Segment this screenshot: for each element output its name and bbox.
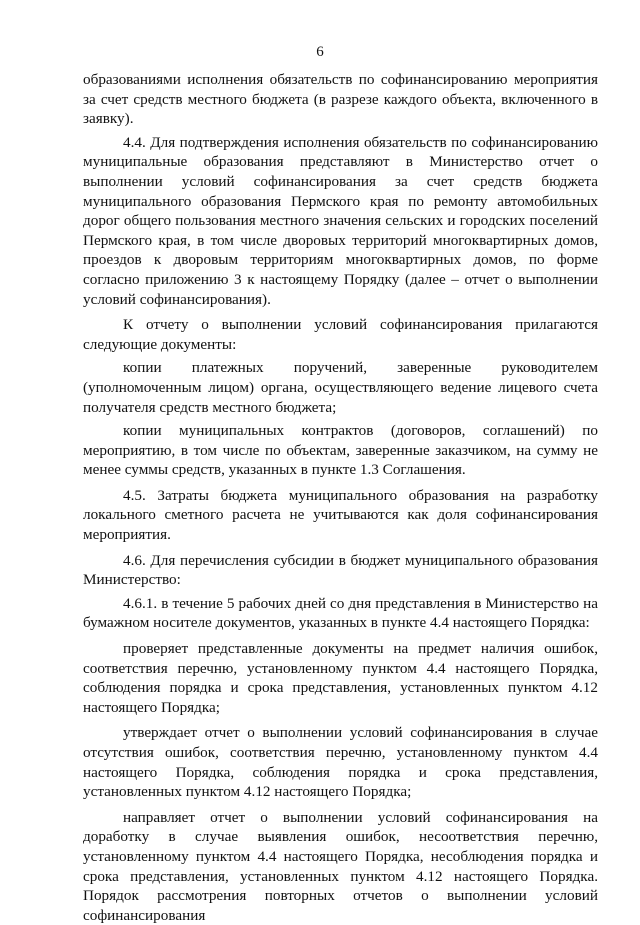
- paragraph-contracts: копии муниципальных контрактов (договоров, соглашений) по мероприятию, в том числе по объектам, заверенные заказчиком, на сумму не менее суммы средств, указанных в пункте 1.3 Соглашения.: [83, 422, 598, 479]
- paragraph-approves-report: утверждает отчет о выполнении условий софинансирования в случае отсутствия ошибок, соответствия перечню, установленному пунктом 4.4 настоящего Порядка, соблюдения порядка и срока представления, установленных пунктом 4.12 настоящего Порядка;: [83, 724, 598, 801]
- paragraph-returns-report: направляет отчет о выполнении условий софинансирования на доработку в случае выявления ошибок, несоответствия перечню, установленному пунктом 4.4 настоящего Порядка, несоблюдения порядка и срока представления, установленных пунктом 4.12 настоящего Порядка. Порядок рассмотрения повторных отчетов о выполнении условий софинансирования: [83, 808, 598, 924]
- document-body: [83, 70, 598, 925]
- paragraph-attachments-intro: К отчету о выполнении условий софинансирования прилагаются следующие документы:: [83, 316, 598, 353]
- paragraph-payment-orders: копии платежных поручений, заверенные руководителем (уполномоченным лицом) органа, осуществляющего ведение лицевого счета получателя средств местного бюджета;: [83, 359, 598, 416]
- paragraph-checks-documents: проверяет представленные документы на предмет наличия ошибок, соответствия перечню, установленному пунктом 4.4 настоящего Порядка, соблюдения порядка и срока представления, установленных пунктом 4.12 настоящего Порядка;: [83, 640, 598, 716]
- paragraph-4-4: 4.4. Для подтверждения исполнения обязательств по софинансированию муниципальные образования представляют в Министерство отчет о выполнении условий софинансирования за счет средств бюджета муниципального образования Пермского края по ремонту автомобильных дорог общего пользования местного значения сельских и городских поселений Пермского края, в том числе дворовых территорий многоквартирных домов, проездов к дворовым территориям многоквартирных домов, по форме согласно приложению 3 к настоящему Порядку (далее – отчет о выполнении условий софинансирования).: [83, 133, 598, 308]
- paragraph-4-5: 4.5. Затраты бюджета муниципального образования на разработку локального сметного расчета не учитываются как доля софинансирования мероприятия.: [83, 486, 598, 544]
- paragraph-4-6-1: 4.6.1. в течение 5 рабочих дней со дня представления в Министерство на бумажном носителе документов, указанных в пункте 4.4 настоящего Порядка:: [83, 594, 598, 632]
- paragraph-continuation: образованиями исполнения обязательств по софинансированию мероприятия за счет средств местного бюджета (в разрезе каждого объекта, включенного в заявку).: [83, 71, 598, 128]
- paragraph-4-6: 4.6. Для перечисления субсидии в бюджет муниципального образования Министерство:: [83, 551, 598, 589]
- page-number: 6: [316, 44, 324, 60]
